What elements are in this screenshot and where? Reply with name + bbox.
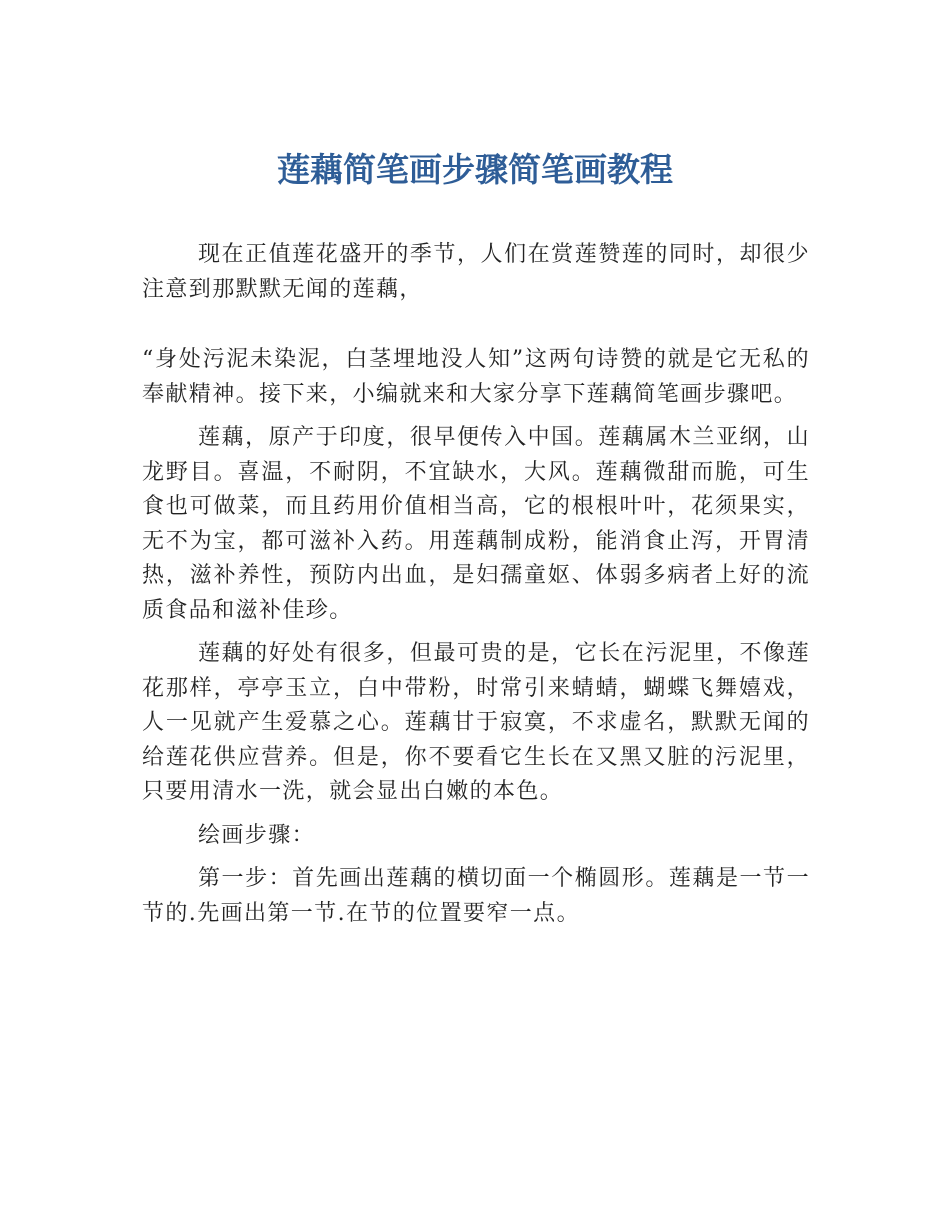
- paragraph-steps-heading: 绘画步骤：: [198, 822, 316, 848]
- article-body: [142, 238, 810, 931]
- paragraph-step-one: 第一步：首先画出莲藕的横切面一个椭圆形。莲藕是一节一节的.先画出第一节.在节的位置要窄一点。: [142, 866, 810, 926]
- paragraph-benefits: 莲藕的好处有很多，但最可贵的是，它长在污泥里，不像莲花那样，亭亭玉立，白中带粉，时常引来蜻蜻，蝴蝶飞舞嬉戏，人一见就产生爱慕之心。莲藕甘于寂寞，不求虚名，默默无闻的给莲花供应营养。但是，你不要看它生长在又黑又脏的污泥里，只要用清水一洗，就会显出白嫩的本色。: [142, 641, 810, 804]
- paragraph-origin: 莲藕，原产于印度，很早便传入中国。莲藕属木兰亚纲，山龙野目。喜温，不耐阴，不宜缺水，大风。莲藕微甜而脆，可生食也可做菜，而且药用价值相当高，它的根根叶叶，花须果实，无不为宝，都可滋补入药。用莲藕制成粉，能消食止泻，开胃清热，滋补养性，预防内出血，是妇孺童妪、体弱多病者上好的流质食品和滋补佳珍。: [142, 425, 810, 623]
- paragraph-intro: 现在正值莲花盛开的季节，人们在赏莲赞莲的同时，却很少注意到那默默无闻的莲藕，: [142, 242, 810, 302]
- paragraph-poem: “身处污泥未染泥，白茎埋地没人知”这两句诗赞的就是它无私的奉献精神。接下来，小编就来和大家分享下莲藕简笔画步骤吧。: [142, 347, 810, 407]
- page-title: 莲藕简笔画步骤简笔画教程: [277, 150, 673, 189]
